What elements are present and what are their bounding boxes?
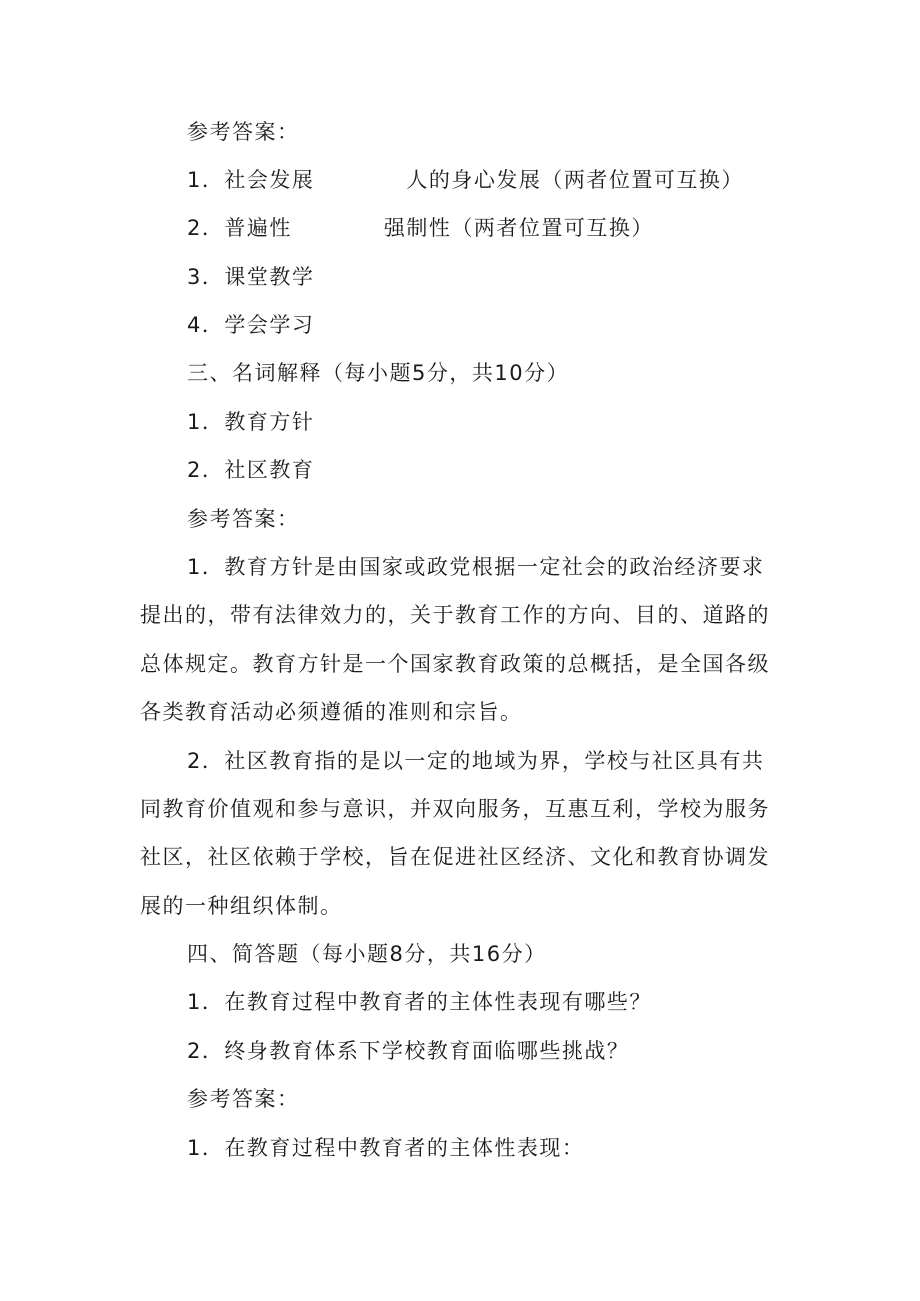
definition-2-line: 同教育价值观和参与意识，并双向服务，互惠互利，学校为服务 [140,797,770,821]
term-2: 2．社区教育 [187,458,315,482]
fill-answer-a: 普遍性 [224,216,292,240]
term-1: 1．教育方针 [187,410,315,434]
fill-answer-3 [187,263,314,291]
fill-answer-num: 3． [187,265,225,289]
fill-answer-num: 4． [187,313,225,337]
fill-answer-a: 课堂教学 [224,265,315,289]
definition-1-line: 总体规定。教育方针是一个国家教育政策的总概括，是全国各级 [140,652,770,676]
answer-label: 参考答案： [187,120,300,144]
question-1: 1．在教育过程中教育者的主体性表现有哪些？ [187,990,652,1014]
definition-2-line: 展的一种组织体制。 [140,894,343,918]
fill-answer-2 [187,214,654,242]
fill-answer-1 [187,166,744,194]
fill-answer-b: 人的身心发展（两者位置可互换） [406,168,744,192]
definition-2-line: 社区，社区依赖于学校，旨在促进社区经济、文化和教育协调发 [140,845,770,869]
answer-label: 参考答案： [187,507,300,531]
definition-2-line: 2．社区教育指的是以一定的地域为界，学校与社区具有共 [187,749,765,773]
fill-answer-a: 学会学习 [224,313,315,337]
fill-answer-b: 强制性（两者位置可互换） [383,216,654,240]
section-4-title: 四、简答题（每小题8分，共16分） [187,942,547,966]
fill-answer-num: 2． [187,216,225,240]
answer-1-start: 1．在教育过程中教育者的主体性表现： [187,1136,585,1160]
definition-1-line: 提出的，带有法律效力的，关于教育工作的方向、目的、道路的 [140,603,770,627]
definition-1-line: 各类教育活动必须遵循的准则和宗旨。 [140,700,523,724]
answer-label: 参考答案： [187,1087,300,1111]
section-3-title: 三、名词解释（每小题5分，共10分） [187,361,570,385]
fill-answer-4 [187,311,314,339]
definition-1-line: 1．教育方针是由国家或政党根据一定社会的政治经济要求 [187,555,765,579]
fill-answer-a: 社会发展 [224,168,315,192]
fill-answer-num: 1． [187,168,225,192]
question-2: 2．终身教育体系下学校教育面临哪些挑战？ [187,1039,630,1063]
